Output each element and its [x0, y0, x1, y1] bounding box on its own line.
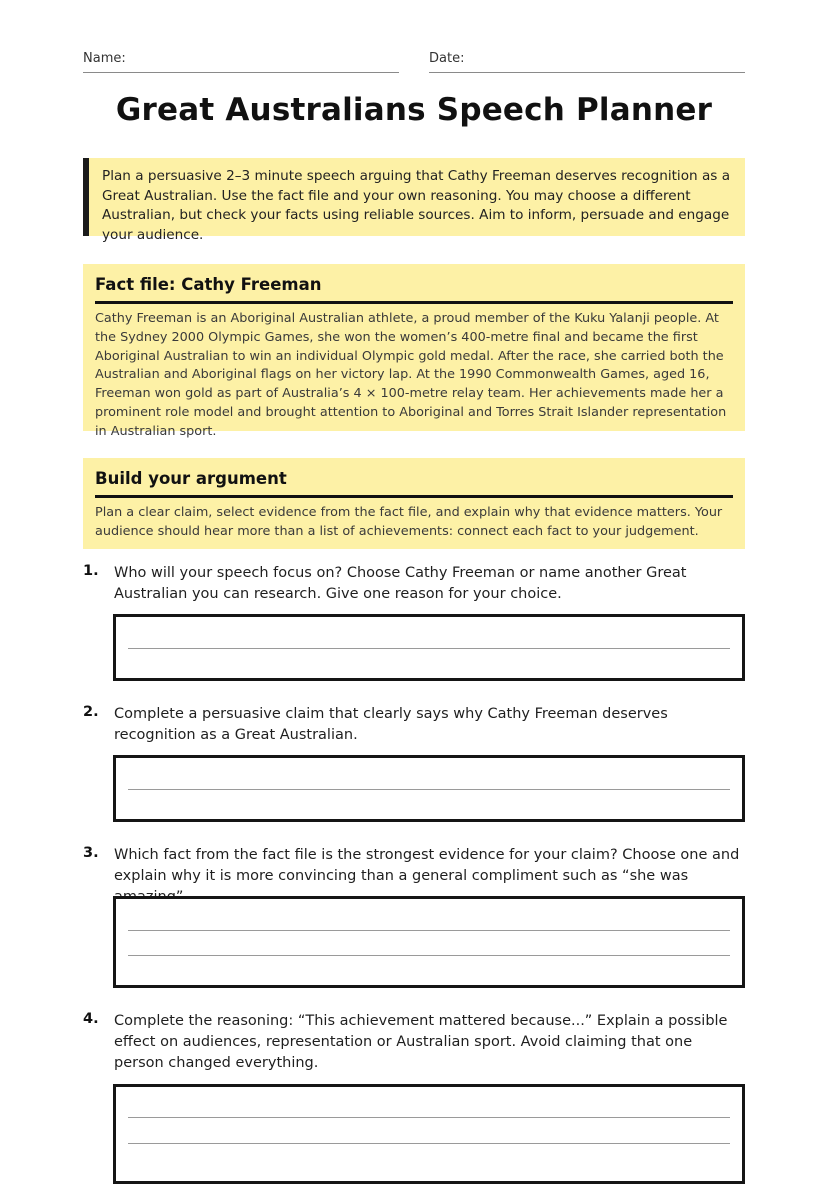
intro-callout	[83, 158, 745, 243]
answer-line	[128, 930, 730, 931]
answer-box-4[interactable]	[113, 1084, 745, 1184]
name-label: Name:	[83, 51, 126, 66]
build-argument-panel	[83, 458, 745, 549]
question-text: Complete a persuasive claim that clearly says why Cathy Freeman deserves recognition as a Great Australian.	[114, 706, 668, 743]
date-field[interactable]	[429, 51, 745, 73]
question-text: Who will your speech focus on? Choose Cathy Freeman or name another Great Australian you can research. Give one reason for your choice.	[114, 565, 687, 602]
answer-line	[128, 648, 730, 649]
answer-line	[128, 789, 730, 790]
question-number: 2.	[83, 704, 99, 720]
question-3	[83, 845, 745, 889]
answer-box-2[interactable]	[113, 755, 745, 822]
answer-box-1[interactable]	[113, 614, 745, 681]
date-label: Date:	[429, 51, 465, 66]
build-argument-body: Plan a clear claim, select evidence from the fact file, and explain why that evidence matters. Your audience should hear more than a list of achievements: connect each fact to your judgement.	[95, 505, 723, 539]
intro-text: Plan a persuasive 2–3 minute speech arguing that Cathy Freeman deserves recognition as a Great Australian. Use the fact file and your own reasoning. You may choose a different Australian, but check your facts using reliable sources. Aim to inform, persuade and engage your audience.	[102, 168, 731, 243]
question-number: 1.	[83, 563, 99, 579]
fact-file-body: Cathy Freeman is an Aboriginal Australian athlete, a proud member of the Kuku Yalanji people. At the Sydney 2000 Olympic Games, she won the women’s 400-metre final and became the first Aboriginal Australian to win an individual Olympic gold medal. After the race, she carried both the Australian and Aboriginal flags on her victory lap. At the 1990 Commonwealth Games, aged 16, Freeman won gold as part of Australia’s 4 × 100-metre relay team. Her achievements made her a prominent role model and brought attention to Aboriginal and Torres Strait Islander representation in Australian sport.	[95, 311, 727, 439]
answer-box-3[interactable]	[113, 896, 745, 988]
question-1	[83, 563, 745, 607]
question-text: Which fact from the fact file is the strongest evidence for your claim? Choose one and explain why it is more convincing than a general compliment such as “she was	[114, 847, 740, 884]
fact-file-panel	[83, 264, 745, 439]
question-number: 4.	[83, 1011, 99, 1027]
answer-line	[128, 1143, 730, 1144]
name-field[interactable]	[83, 51, 399, 73]
question-2	[83, 704, 745, 748]
question-number: 3.	[83, 845, 99, 861]
fact-file-heading: Fact file: Cathy Freeman	[95, 264, 733, 304]
question-4	[83, 1011, 745, 1076]
page-title: Great Australians Speech Planner	[115, 92, 713, 128]
header-fields	[83, 51, 745, 73]
answer-line	[128, 955, 730, 956]
answer-line	[128, 1117, 730, 1118]
build-argument-heading: Build your argument	[95, 458, 733, 498]
question-text: Complete the reasoning: “This achievement mattered because...” Explain a possible effect on audiences, representation or Australian sport. Avoid claiming that one person changed everything.	[114, 1013, 728, 1071]
